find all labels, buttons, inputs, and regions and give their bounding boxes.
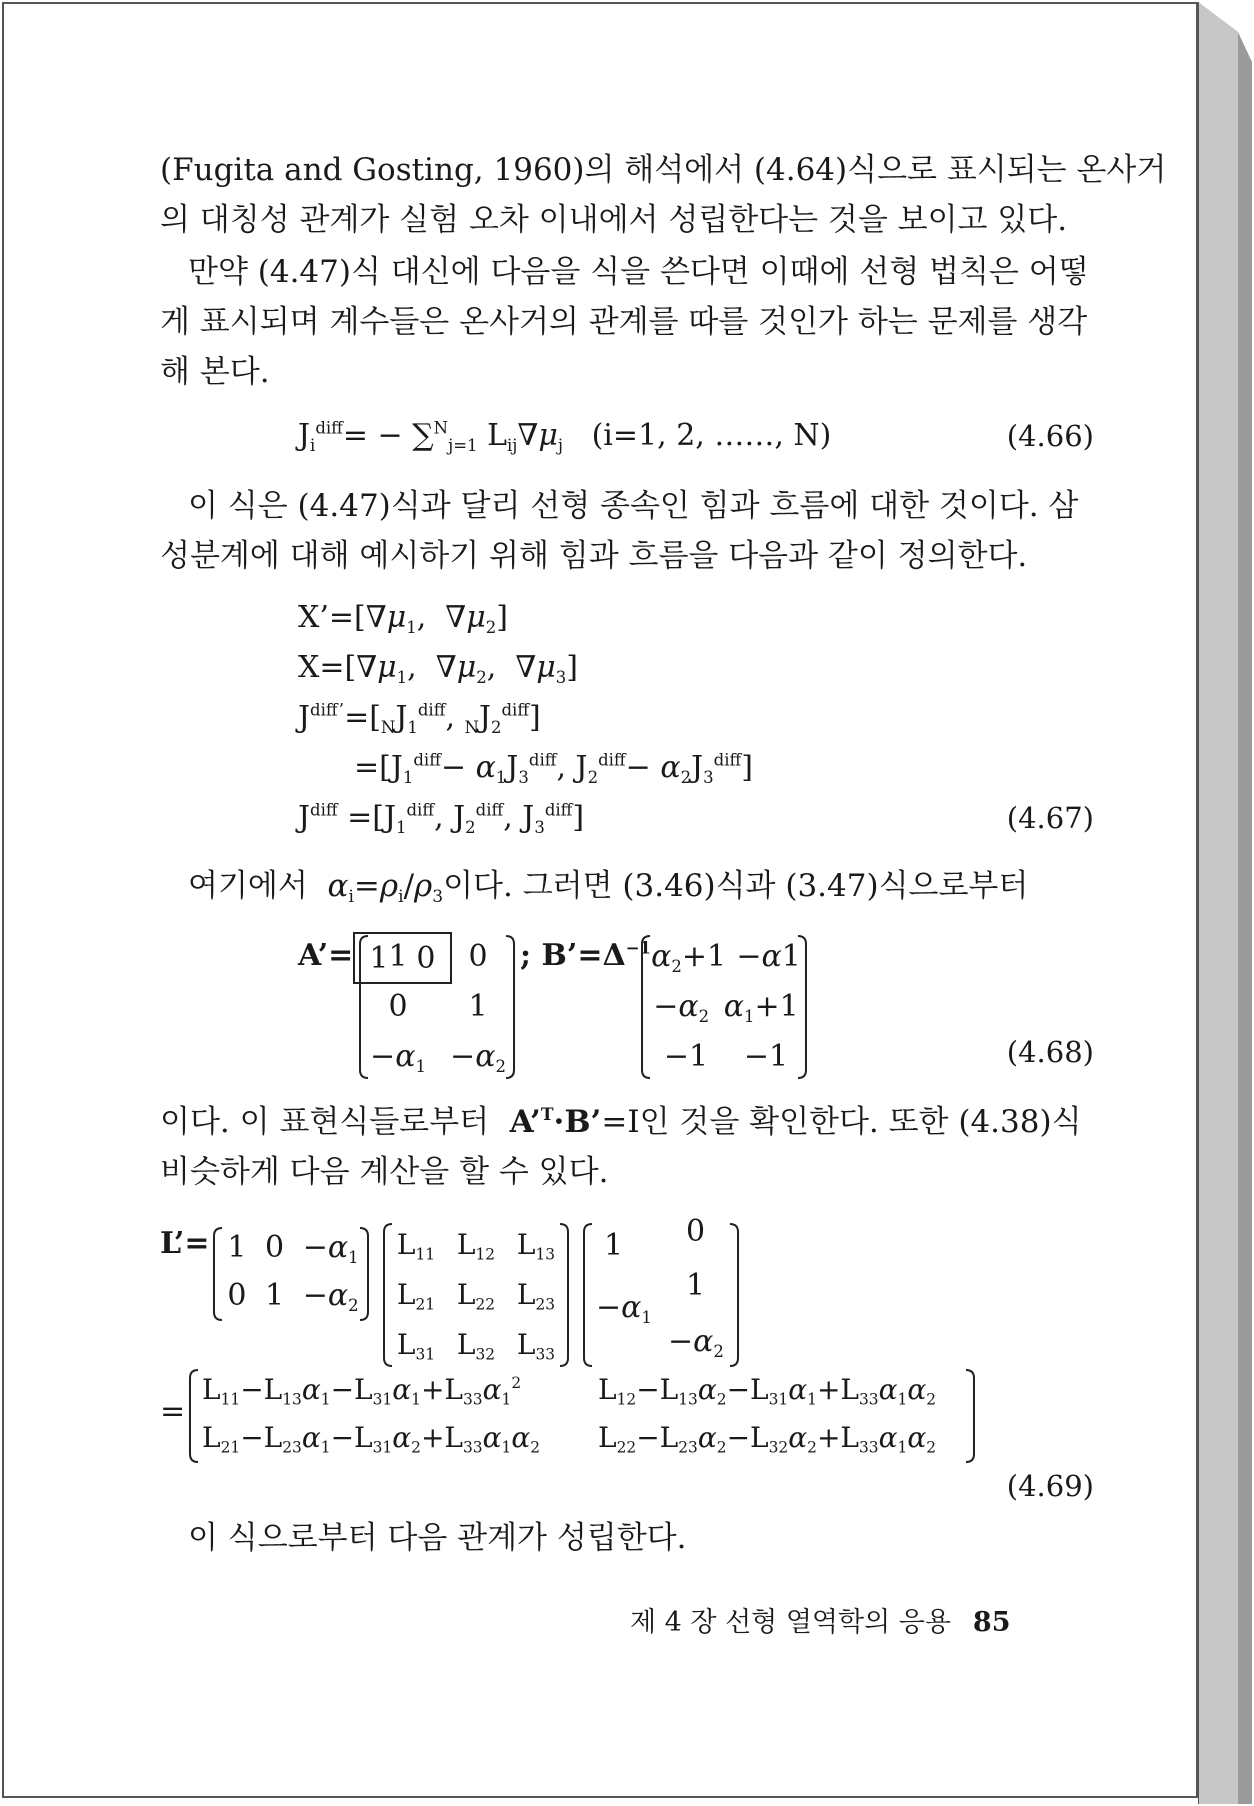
text-line-9a: 이다. 이 표현식들로부터 <box>160 1104 490 1140</box>
text-line-10: 비슷하게 다음 계산을 할 수 있다. <box>160 1154 609 1190</box>
text-line-4: 게 표시되며 계수들은 온사거의 관계를 따를 것인가 하는 문제를 생각 <box>160 304 1088 340</box>
page-edge-shadow <box>1198 2 1252 1804</box>
matrix-a-prime: 1 0 <box>353 932 451 984</box>
equation-j-diff-expanded: $=[J_1^{diff}- \alpha_1J_3^{diff}$, $J_2^{diff}- \alpha_2J_3^{diff}$] <box>354 750 753 787</box>
text-line-5: 해 본다. <box>160 354 270 390</box>
text-line-9: 이다. 이 표현식들로부터 A’$^T$·B’=I인 것을 확인한다. 또한 (4.38)식 <box>160 1104 1082 1140</box>
text-line-6: 이 식은 (4.47)식과 달리 선형 종속인 힘과 흐름에 대한 것이다. 삼 <box>188 488 1079 524</box>
page-footer <box>630 1600 1011 1639</box>
equation-number-4-66: (4.66) <box>1006 419 1094 453</box>
equation-4-68: A’= 1 0 <box>298 932 452 984</box>
equation-number-4-68: (4.68) <box>1006 1035 1094 1069</box>
equation-number-4-69: (4.69) <box>1006 1469 1094 1503</box>
text-line-9b: 인 것을 확인한다. 또한 (4.38)식 <box>639 1104 1082 1140</box>
equation-4-66: $J_i^{diff}= - \sum^N_{j=1}$ $L_{ij}\nabla\mu_j$ (i=1, 2, ……, N) <box>298 418 832 455</box>
text-line-3: 만약 (4.47)식 대신에 다음을 식을 쓴다면 이때에 선형 법칙은 어떻 <box>188 254 1089 290</box>
text-line-2: 의 대칭성 관계가 실험 오차 이내에서 성립한다는 것을 보이고 있다. <box>160 202 1068 238</box>
equation-number-4-67: (4.67) <box>1006 801 1094 835</box>
text-line-1: (Fugita and Gosting, 1960)의 해석에서 (4.64)식으로 표시되는 온사거 <box>160 152 1167 188</box>
equation-x-prime: $X’=[\nabla\mu_1$, $\nabla\mu_2$] <box>298 600 508 637</box>
text-line-8 <box>188 866 1028 906</box>
text-line-7: 성분계에 대해 예시하기 위해 힘과 흐름을 다음과 같이 정의한다. <box>160 538 1028 574</box>
page-number: 85 <box>972 1607 1011 1638</box>
chapter-title: 제 4 장 선형 열역학의 응용 <box>630 1607 951 1638</box>
text-line-8a: 여기에서 <box>188 868 308 904</box>
b-prime-label: ; $B’=\Delta^{-1}$ <box>520 938 652 973</box>
equation-j-diff-prime: $J^{diff’}=[_NJ_1^{diff}$, $_NJ_2^{diff}$] <box>298 700 541 737</box>
equation-j-diff: $J^{diff} =[J_1^{diff}$, $J_2^{diff}$, $J_3^{diff}$] <box>298 800 585 837</box>
text-line-8b: 이다. 그러면 (3.46)식과 (3.47)식으로부터 <box>443 868 1029 904</box>
l-prime-label: L’= <box>160 1226 210 1261</box>
text-line-11: 이 식으로부터 다음 관계가 성립한다. <box>188 1520 687 1556</box>
equation-x: $X=[\nabla\mu_1$, $\nabla\mu_2$, $\nabla\mu_3$] <box>298 650 578 687</box>
alpha-definition: $\alpha_i=\rho_i/\rho_3$ <box>327 868 444 907</box>
identity-expression: A’$^T$·B’ <box>498 1104 602 1140</box>
equals-sign: = <box>160 1394 186 1429</box>
